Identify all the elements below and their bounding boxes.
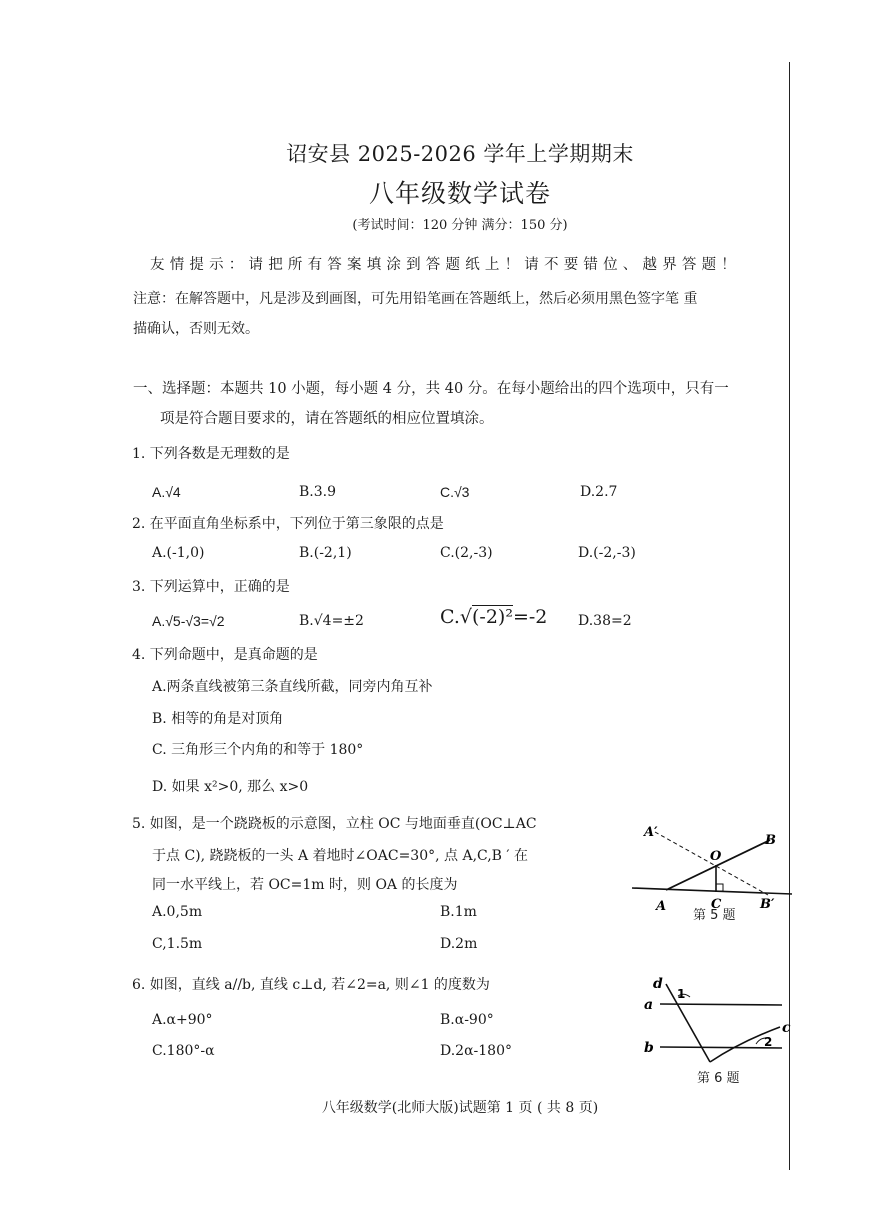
question-1-stem: 1. 下列各数是无理数的是 [132, 446, 290, 462]
q6-option-b: B.α-90° [440, 1012, 494, 1028]
q5-option-d: D.2m [440, 936, 478, 952]
q4-option-b: B. 相等的角是对顶角 [152, 711, 284, 727]
label-angle-1: 1 [677, 987, 686, 1001]
figure-5-caption: 第 5 题 [693, 908, 736, 923]
figure-6-caption: 第 6 题 [697, 1071, 740, 1086]
q3-option-c-prefix: C. [440, 606, 460, 628]
q5-option-c: C,1.5m [152, 936, 203, 952]
q1-option-a: A.√4 [152, 484, 181, 500]
question-5-line-2: 于点 C), 跷跷板的一头 A 着地时∠OAC=30°, 点 A,C,B ′ 在 [152, 848, 529, 864]
exam-title: 诏安县 2025-2026 学年上学期期末 [286, 142, 634, 166]
question-5-line-3: 同一水平线上，若 OC=1m 时，则 OA 的长度为 [152, 877, 458, 893]
q3-option-a: A.√5-√3=√2 [152, 613, 225, 629]
q2-option-d: D.(-2,-3) [578, 545, 636, 561]
q2-option-c: C.(2,-3) [440, 545, 493, 561]
label-b-prime: B′ [760, 897, 775, 912]
q6-option-a: A.α+90° [152, 1012, 213, 1028]
label-b: B [765, 833, 776, 848]
q3-option-c [440, 606, 547, 628]
label-a-prime: A′ [644, 825, 658, 840]
label-line-b: b [644, 1040, 654, 1056]
q5-option-b: B.1m [440, 904, 477, 920]
label-line-a: a [644, 997, 654, 1013]
q5-option-a: A.0,5m [152, 904, 203, 920]
q3-option-c-result: =-2 [512, 606, 548, 628]
q2-option-b: B.(-2,1) [299, 545, 352, 561]
q1-option-d: D.2.7 [580, 484, 618, 500]
note-line-1: 注意：在解答题中，凡是涉及到画图，可先用铅笔画在答题纸上，然后必须用黑色签字笔 重 [133, 291, 698, 307]
q4-option-a: A.两条直线被第三条直线所截，同旁内角互补 [152, 679, 433, 695]
question-3-stem: 3. 下列运算中，正确的是 [132, 579, 290, 595]
label-a: A [656, 899, 667, 914]
q4-option-d: D. 如果 x²>0, 那么 x>0 [152, 779, 309, 795]
section-heading-line-2: 项是符合题目要求的，请在答题纸的相应位置填涂。 [160, 411, 494, 427]
page-footer: 八年级数学(北师大版)试题第 1 页 ( 共 8 页) [321, 1100, 599, 1116]
exam-info: (考试时间：120 分钟 满分：150 分) [352, 218, 568, 233]
note-line-2: 描确认，否则无效。 [133, 321, 259, 337]
q4-option-c: C. 三角形三个内角的和等于 180° [152, 742, 364, 758]
question-2-stem: 2. 在平面直角坐标系中，下列位于第三象限的点是 [132, 516, 444, 532]
label-line-c: c [782, 1020, 791, 1036]
label-c: C [711, 897, 722, 912]
q6-option-c: C.180°-α [152, 1043, 215, 1059]
q3-option-b: B.√4=±2 [299, 613, 364, 629]
radical-sign: √ [459, 606, 473, 628]
question-4-stem: 4. 下列命题中，是真命题的是 [132, 647, 318, 663]
question-5-line-1: 5. 如图，是一个跷跷板的示意图，立柱 OC 与地面垂直(OC⊥AC [132, 816, 537, 832]
section-heading-line-1: 一、选择题：本题共 10 小题，每小题 4 分，共 40 分。在每小题给出的四个选项中，只有一 [133, 381, 729, 397]
label-o: O [710, 849, 722, 864]
q3-option-d: D.38=2 [578, 613, 632, 629]
label-line-d: d [653, 976, 663, 992]
q6-option-d: D.2α-180° [440, 1043, 512, 1059]
q1-option-c: C.√3 [440, 484, 470, 500]
friendly-tip: 友情提示：请把所有答案填涂到答题纸上！请不要错位、越界答题！ [150, 257, 741, 273]
exam-subtitle: 八年级数学试卷 [368, 179, 551, 208]
q1-option-b: B.3.9 [299, 484, 337, 500]
q2-option-a: A.(-1,0) [152, 545, 205, 561]
label-angle-2: 2 [764, 1035, 773, 1049]
q3-option-c-radicand: (-2)² [472, 606, 513, 628]
parallel-lines-figure [640, 972, 795, 1072]
question-6-stem: 6. 如图，直线 a//b, 直线 c⊥d, 若∠2=a, 则∠1 的度数为 [132, 977, 490, 993]
